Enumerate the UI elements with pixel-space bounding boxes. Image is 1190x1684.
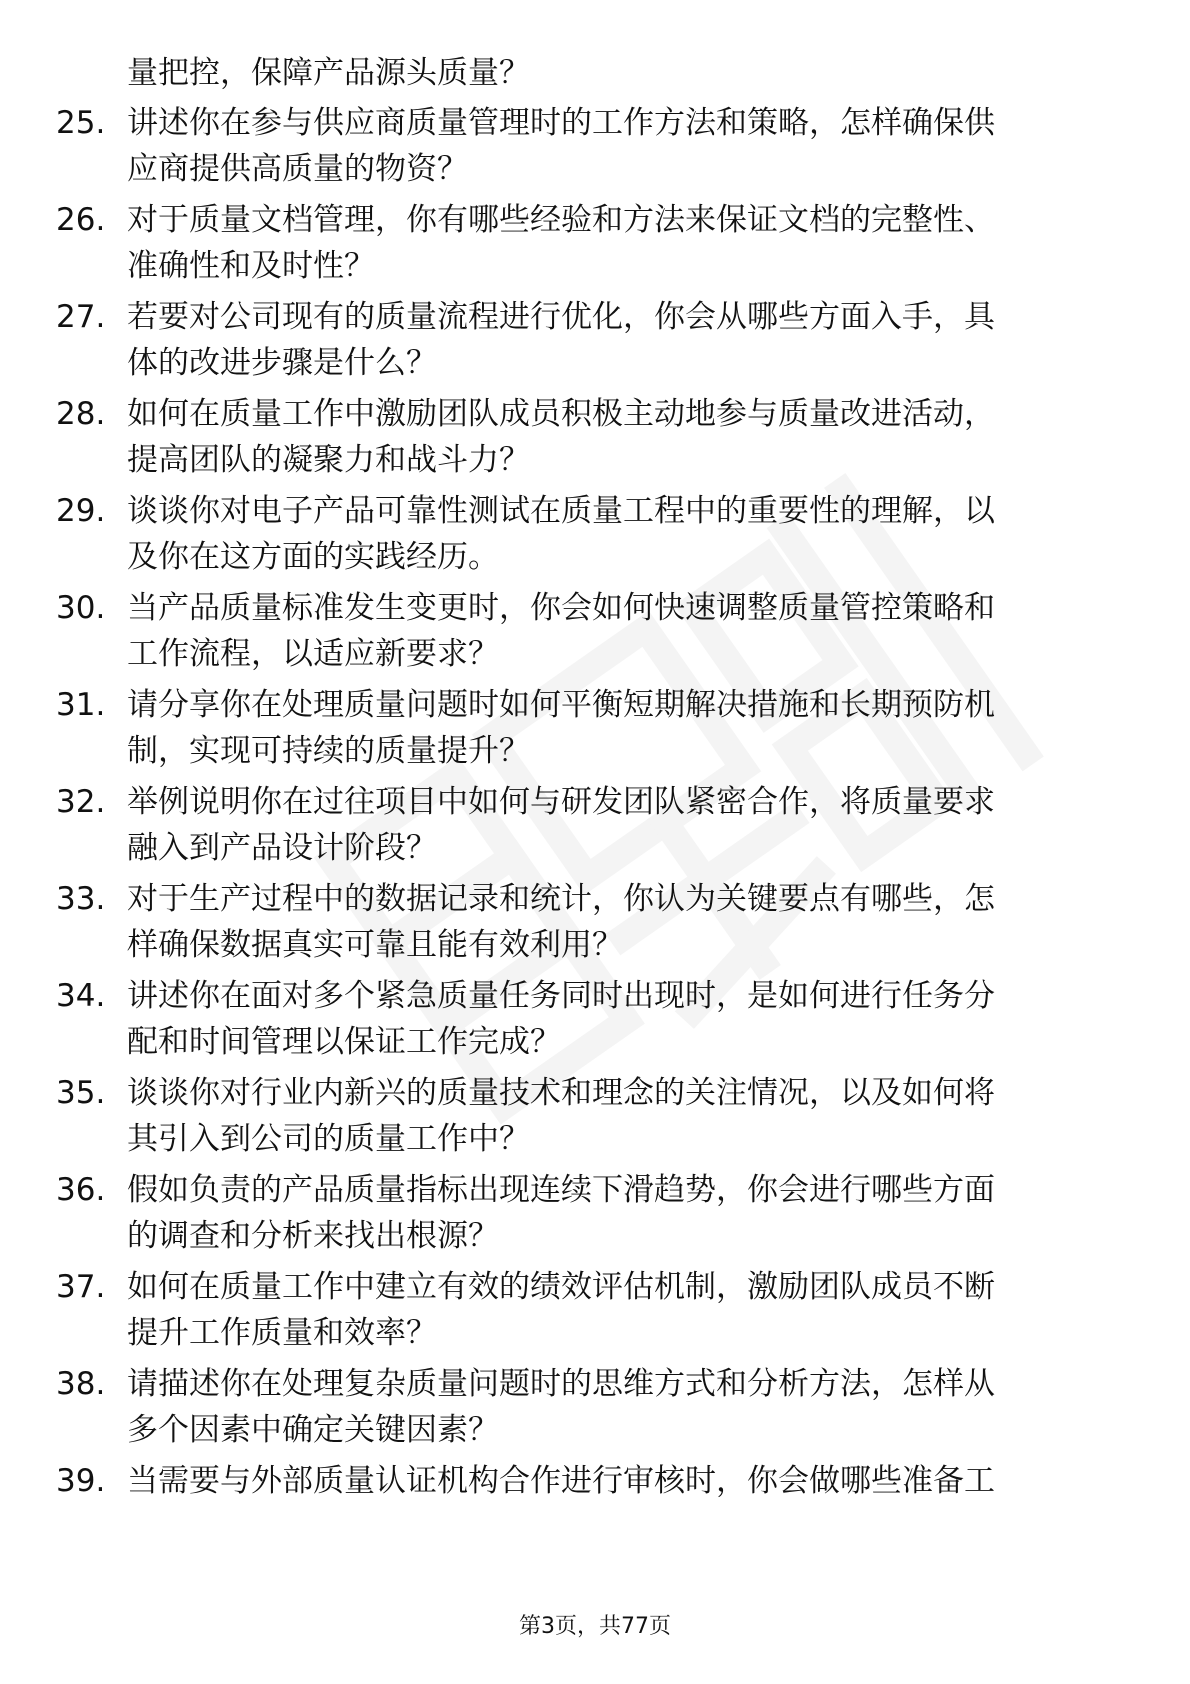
question-text: [127, 973, 1112, 1065]
question-number: 26.: [56, 202, 106, 238]
question-number: 38.: [56, 1366, 106, 1402]
question-number: 31.: [56, 687, 106, 723]
question-text: [127, 1264, 1112, 1356]
question-line: 工作流程，以适应新要求？: [127, 636, 499, 672]
question-number: 25.: [56, 105, 106, 141]
question-number: 37.: [56, 1269, 106, 1305]
question-line: 请分享你在处理质量问题时如何平衡短期解决措施和长期预防机: [127, 687, 995, 723]
question-line: 及你在这方面的实践经历。: [127, 539, 499, 575]
question-text: [127, 779, 1112, 871]
question-number: 28.: [56, 396, 106, 432]
question-line: 样确保数据真实可靠且能有效利用？: [127, 927, 623, 963]
question-line: 谈谈你对电子产品可靠性测试在质量工程中的重要性的理解，以: [127, 493, 995, 529]
question-line: 准确性和及时性？: [127, 248, 375, 284]
question-number: 32.: [56, 784, 106, 820]
question-line: 其引入到公司的质量工作中？: [127, 1121, 530, 1157]
question-text: [127, 1458, 1112, 1504]
question-line: 制，实现可持续的质量提升？: [127, 733, 530, 769]
question-line: 配和时间管理以保证工作完成？: [127, 1024, 561, 1060]
question-text: [127, 391, 1112, 483]
question-text: [127, 294, 1112, 386]
question-text: [127, 682, 1112, 774]
question-text: [127, 197, 1112, 289]
question-line: 的调查和分析来找出根源？: [127, 1218, 499, 1254]
question-text: [127, 488, 1112, 580]
question-text: [127, 100, 1112, 192]
question-line: 当需要与外部质量认证机构合作进行审核时，你会做哪些准备工: [127, 1463, 995, 1499]
question-line: 如何在质量工作中激励团队成员积极主动地参与质量改进活动，: [127, 396, 995, 432]
question-line: 当产品质量标准发生变更时，你会如何快速调整质量管控策略和: [127, 590, 995, 626]
question-text: [127, 585, 1112, 677]
question-number: 36.: [56, 1172, 106, 1208]
question-line: 提升工作质量和效率？: [127, 1315, 437, 1351]
question-number: 34.: [56, 978, 106, 1014]
question-line: 讲述你在面对多个紧急质量任务同时出现时，是如何进行任务分: [127, 978, 995, 1014]
question-line: 融入到产品设计阶段？: [127, 830, 437, 866]
continued-question-text: 量把控，保障产品源头质量？: [127, 55, 530, 91]
question-number: 35.: [56, 1075, 106, 1111]
question-number: 27.: [56, 299, 106, 335]
question-line: 提高团队的凝聚力和战斗力？: [127, 442, 530, 478]
question-text: [127, 1070, 1112, 1162]
question-line: 举例说明你在过往项目中如何与研发团队紧密合作，将质量要求: [127, 784, 995, 820]
question-number: 30.: [56, 590, 106, 626]
question-line: 假如负责的产品质量指标出现连续下滑趋势，你会进行哪些方面: [127, 1172, 995, 1208]
question-line: 若要对公司现有的质量流程进行优化，你会从哪些方面入手，具: [127, 299, 995, 335]
question-number: 39.: [56, 1463, 106, 1499]
question-line: 如何在质量工作中建立有效的绩效评估机制，激励团队成员不断: [127, 1269, 995, 1305]
question-line: 体的改进步骤是什么？: [127, 345, 437, 381]
question-line: 多个因素中确定关键因素？: [127, 1412, 499, 1448]
question-line: 对于生产过程中的数据记录和统计，你认为关键要点有哪些，怎: [127, 881, 995, 917]
question-line: 应商提供高质量的物资？: [127, 151, 468, 187]
question-text: [127, 876, 1112, 968]
question-line: 对于质量文档管理，你有哪些经验和方法来保证文档的完整性、: [127, 202, 995, 238]
question-number: 29.: [56, 493, 106, 529]
question-line: 谈谈你对行业内新兴的质量技术和理念的关注情况，以及如何将: [127, 1075, 995, 1111]
question-number: 33.: [56, 881, 106, 917]
page-footer: [0, 1612, 1190, 1642]
question-text: [127, 1361, 1112, 1453]
page-number-label: 第3页，共77页: [519, 1614, 671, 1639]
question-line: 请描述你在处理复杂质量问题时的思维方式和分析方法，怎样从: [127, 1366, 995, 1402]
question-line: 讲述你在参与供应商质量管理时的工作方法和策略，怎样确保供: [127, 105, 995, 141]
question-text: [127, 1167, 1112, 1259]
